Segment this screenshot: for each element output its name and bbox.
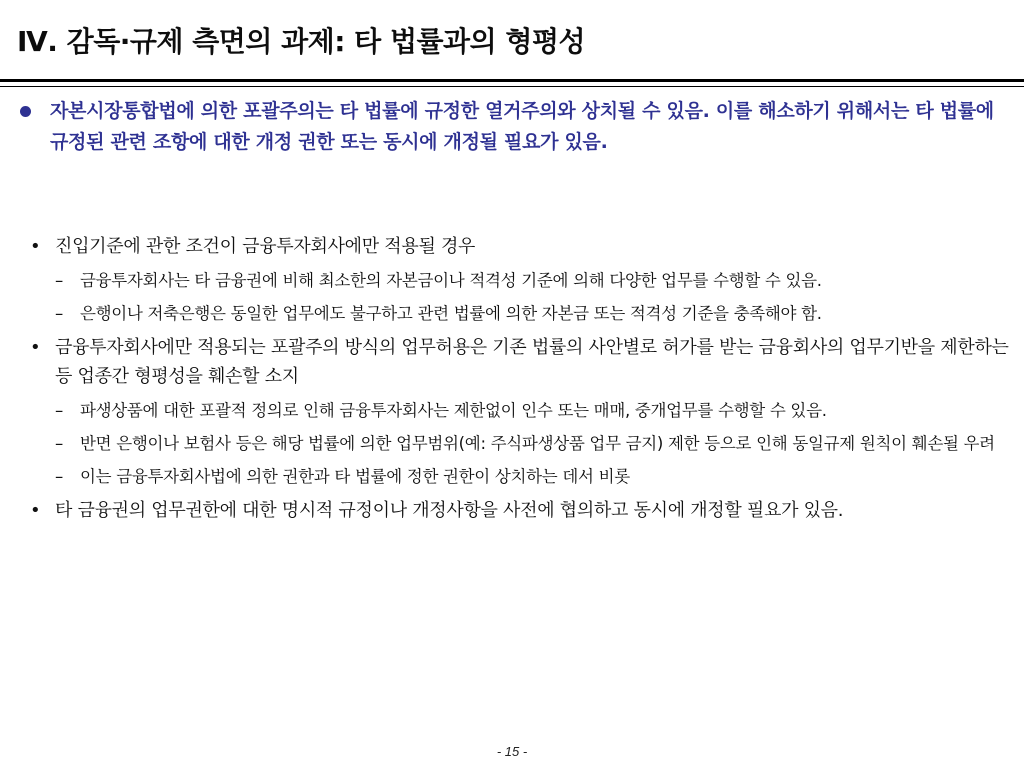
round-bullet-icon (20, 106, 31, 117)
dash-marker: – (55, 467, 63, 486)
bullet-text: 금융투자회사에만 적용되는 포괄주의 방식의 업무허용은 기존 법률의 사안별로 허가를 받는 금융회사의 업무기반을 제한하는 등 업종간 형평성을 훼손할 소지 (55, 337, 1009, 387)
bullet-text: 진입기준에 관한 조건이 금융투자회사에만 적용될 경우 (55, 236, 476, 257)
lead-statement (20, 96, 1015, 158)
dash-marker: – (55, 304, 63, 323)
bullet-point (30, 333, 1015, 490)
sub-point-text: 금융투자회사는 타 금융권에 비해 최소한의 자본금이나 적격성 기준에 의해 다양한 업무를 수행할 수 있음. (80, 271, 822, 290)
sub-list (55, 397, 1015, 490)
sub-list (55, 267, 1015, 327)
sub-point-text: 반면 은행이나 보험사 등은 해당 법률에 의한 업무범위(예: 주식파생상품 업무 금지) 제한 등으로 인해 동일규제 원칙이 훼손될 우려 (80, 434, 995, 453)
sub-point (30, 267, 1015, 294)
bullet-list (30, 232, 1015, 531)
sub-point (30, 430, 1015, 457)
bullet-marker: • (30, 337, 41, 358)
bullet-point (30, 232, 1015, 327)
dash-marker: – (55, 401, 63, 420)
sub-point-text: 은행이나 저축은행은 동일한 업무에도 불구하고 관련 법률에 의한 자본금 또는 적격성 기준을 충족해야 함. (80, 304, 822, 323)
bullet-marker: • (30, 500, 41, 521)
title-divider-thick (0, 79, 1024, 82)
sub-point-text: 이는 금융투자회사법에 의한 권한과 타 법률에 정한 권한이 상치하는 데서 비롯 (80, 467, 630, 486)
dash-marker: – (55, 271, 63, 290)
dash-marker: – (55, 434, 63, 453)
title-divider-thin (0, 86, 1024, 87)
bullet-point (30, 496, 1015, 525)
bullet-marker: • (30, 236, 41, 257)
bullet-text: 타 금융권의 업무권한에 대한 명시적 규정이나 개정사항을 사전에 협의하고 동시에 개정할 필요가 있음. (55, 500, 844, 521)
lead-statement-text: 자본시장통합법에 의한 포괄주의는 타 법률에 규정한 열거주의와 상치될 수 있음. 이를 해소하기 위해서는 타 법률에 규정된 관련 조항에 대한 개정 권한 또는 동시에 개정될 필요가 있음. (50, 100, 994, 153)
sub-point-text: 파생상품에 대한 포괄적 정의로 인해 금융투자회사는 제한없이 인수 또는 매매, 중개업무를 수행할 수 있음. (80, 401, 827, 420)
slide-title: Ⅳ. 감독·규제 측면의 과제: 타 법률과의 형평성 (17, 25, 586, 58)
sub-point (30, 397, 1015, 424)
sub-point (30, 300, 1015, 327)
page-number: - 15 - (496, 744, 528, 759)
sub-point (30, 463, 1015, 490)
